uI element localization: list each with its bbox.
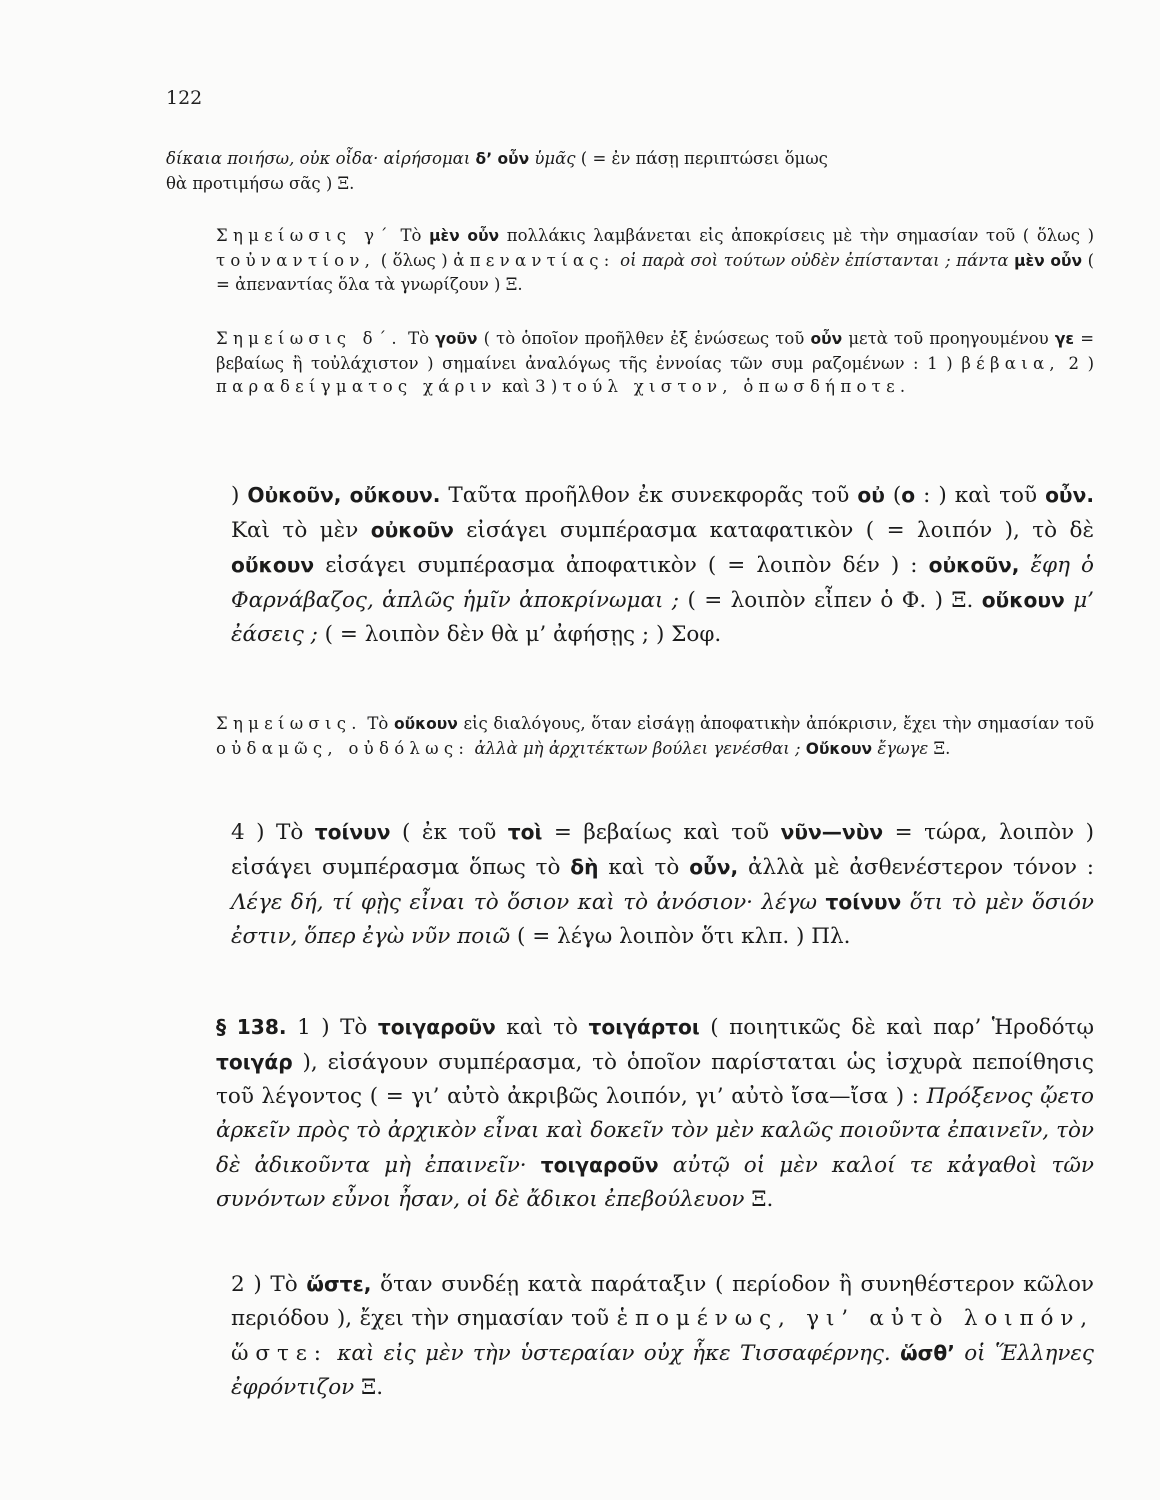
body-text: = βεβαίως ἢ τοὐλάχιστον ) σημαίνει ἀναλόγως τῆς ἐννοίας τῶν συμ ραζομένων : 1 ) [216,329,1095,373]
body-text: Καὶ τὸ μὲν [231,518,359,543]
bold-term: οὖν, [689,855,739,879]
body-text: Τὸ [367,714,389,733]
bold-term: Οὔκουν [805,739,873,758]
bold-term: οὔκουν [981,588,1065,612]
bold-term: οὖν. [1045,483,1094,507]
bold-term: δ’ οὖν [475,150,530,168]
section-138 [166,1010,1094,1217]
body-text: 2 ) [1068,353,1095,373]
body-text: μετὰ τοῦ προηγουμένου [848,329,1049,348]
bold-term: οὔκουν [394,715,458,733]
note-delta [166,327,1094,399]
italic-quote: ἔφη ὁ Φαρνάβαζος, ἁπλῶς ἡμῖν ἀποκρίνωμαι ; [231,553,1094,613]
body-text: 4 ) Τὸ [231,820,304,845]
body-text: ὅταν συνδέῃ κατὰ παράταξιν ( περίοδον ἢ συνηθέστερον κῶλον περιόδου ), ἔχει τὴν σημασίαν τοῦ [231,1272,1094,1331]
bold-term: τοιγαροῦν [377,1015,496,1039]
bold-term: δὴ [570,855,599,879]
bold-term: τοιγαροῦν [540,1153,659,1177]
section-hoste [166,1267,1094,1405]
body-text: ( = ἀπεναντίας ὅλα τὰ γνωρίζουν ) Ξ. [216,250,1094,294]
italic-quote: ἔγωγε [877,738,929,758]
body-text: θὰ προτιμήσω σᾶς ) Ξ. [166,173,355,193]
bold-term: οὐκοῦν, [928,553,1020,577]
bold-term: τοιγάρ [216,1050,293,1074]
italic-quote: καὶ εἰς μὲν τὴν ὑστεραίαν οὐχ ἧκε Τισσαφέρνης. [337,1341,891,1366]
italic-quote: Λέγε δή, τί φῂς εἶναι τὸ ὅσιον καὶ τὸ ἀνόσιον· λέγω [231,890,818,915]
body-text: ( [892,483,902,508]
note-oukoun [166,712,1094,761]
bold-term: Οὐκοῦν, οὔκουν. [247,483,441,507]
body-text: ( ὅλως ) [380,250,448,270]
spaced-term: τοὐναντίον, [216,250,376,270]
section-number: § 138. [216,1015,287,1039]
bold-term: γε [1054,330,1075,348]
italic-quote: μ’ ἐάσεις ; [231,588,1094,647]
body-text: ( = λοιπὸν εἶπεν ὁ Φ. ) Ξ. [687,588,974,613]
body-text: καὶ 3 ) [501,377,558,396]
page-number: 122 [166,87,203,109]
note-heading: Σημείωσις δ΄. [216,329,402,348]
body-text: ( ποιητικῶς δὲ καὶ παρ’ Ἡροδότῳ [710,1015,1094,1040]
bold-term: ὥστε, [306,1272,372,1296]
bold-term: οὐκοῦν [370,518,454,542]
italic-quote: ὅτι τὸ μὲν ὅσιόν ἐστιν, ὅπερ ἐγὼ νῦν ποιῶ [231,890,1094,949]
body-text: = τώρα, λοιπὸν ) εἰσάγει συμπέρασμα ὅπως τὸ [231,820,1094,880]
body-text: ) [231,483,240,508]
spaced-term: ἑπομένως, γι’ αὐτὸ λοιπόν, ὥστε: [231,1306,1094,1366]
italic-quote: Πρόξενος ᾤετο ἀρκεῖν πρὸς τὸ ἀρχικὸν εἶναι καὶ δοκεῖν τὸν μὲν καλῶς ποιοῦντα ἐπαινεῖν, τὸν δὲ ἀδικοῦντα μὴ ἐπαινεῖν· [216,1084,1094,1178]
body-text: εἰς διαλόγους, ὅταν εἰσάγῃ ἀποφατικὴν ἀπόκρισιν, ἔχει τὴν σημασίαν τοῦ [463,714,1095,733]
body-text: Τὸ [400,226,422,245]
body-text: Τὸ [408,329,430,348]
body-text: ( = λοιπὸν δὲν θὰ μ’ ἀφήσῃς ; ) Σοφ. [324,622,722,647]
italic-quote: αὐτῷ οἱ μὲν καλοί τε κἀγαθοὶ τῶν συνόντων εὖνοι ἦσαν, οἱ δὲ ἄδικοι ἐπεβούλευον [216,1153,1094,1212]
body-text: καὶ τὸ [608,855,680,880]
bold-term: ὥσθ’ [900,1341,955,1365]
body-text: ( = λέγω λοιπὸν ὅτι κλπ. ) Πλ. [517,924,851,949]
bold-term: τοίνυν [314,820,391,844]
note-heading: Σημείωσις γ΄ [216,226,393,245]
italic-quote: οἱ παρὰ σοὶ τούτων οὐδὲν ἐπίστανται ; πάντα [620,250,1009,270]
paragraph-continuation [166,147,1094,195]
spaced-term: ἀπεναντίας: [453,250,615,270]
spaced-term: τούλ χιστον, ὁπωσδήποτε. [562,377,911,396]
body-text: εἰσάγει συμπέρασμα ἀποφατικὸν ( = λοιπὸν δέν ) : [325,553,918,578]
bold-term: γοῦν [435,330,478,348]
italic-quote: οἱ Ἕλληνες ἐφρόντιζον [231,1341,1094,1400]
spaced-term: βέβαια, [961,353,1060,373]
body-text: ( τὸ ὁποῖον προῆλθεν ἐξ ἑνώσεως τοῦ [483,329,805,348]
bold-term: τοὶ [507,820,543,844]
body-text: : ) καὶ τοῦ [923,483,1038,508]
body-text: ( ἐκ τοῦ [402,820,497,845]
bold-term: μὲν οὖν [1014,251,1083,270]
body-text: Ταῦτα προῆλθον ἐκ συνεκφορᾶς τοῦ [448,483,850,508]
body-text: ( = ἐν πάσῃ περιπτώσει ὅμως [580,149,828,168]
bold-term: οὖν [810,330,843,348]
body-text: = βεβαίως καὶ τοῦ [553,820,770,845]
body-text: 1 ) Τὸ [297,1015,368,1040]
note-gamma [166,224,1094,297]
section-toinyn [166,815,1094,954]
body-text: εἰσάγει συμπέρασμα καταφατικὸν ( = λοιπόν ), τὸ δὲ [466,518,1094,543]
bold-term: τοίνυν [825,890,902,914]
body-text: ἀλλὰ μὲ ἀσθενέστερον τόνον : [747,855,1095,880]
italic-quote: ὑμᾶς [534,149,576,168]
bold-term: οὐ [857,483,885,507]
spaced-term: οὐδαμῶς, οὐδόλως: [216,738,470,758]
italic-quote: δίκαια ποιήσω, οὐκ οἶδα· αἱρήσομαι [166,149,471,168]
body-text: Ξ. [933,738,951,758]
bold-term: ο [901,483,916,507]
body-text: Ξ. [361,1375,384,1400]
body-text: καὶ τὸ [506,1015,578,1040]
bold-term: οὔκουν [231,553,315,577]
section-oukoun [166,478,1094,652]
italic-quote: ἀλλὰ μὴ ἀρχιτέκτων βούλει γενέσθαι ; [474,738,801,758]
note-heading: Σημείωσις. [216,714,362,733]
bold-term: νῦν—νὺν [780,820,884,844]
bold-term: μὲν οὖν [429,227,500,245]
body-text: Ξ. [751,1187,774,1212]
body-text: ), εἰσάγουν συμπέρασμα, τὸ ὁποῖον παρίσταται ὡς ἰσχυρὰ πεποίθησις τοῦ λέγοντος ( = γι’ αὐτὸ ἀκριβῶς λοιπόν, γι’ αὐτὸ ἴσα—ἴσα ) : [216,1050,1094,1109]
body-text: 2 ) Τὸ [231,1272,298,1297]
spaced-term: παραδείγματος χάριν [216,377,497,396]
bold-term: τοιγάρτοι [588,1015,700,1039]
body-text: πολλάκις λαμβάνεται εἰς ἀποκρίσεις μὲ τὴν σημασίαν τοῦ ( ὅλως ) [506,226,1095,245]
